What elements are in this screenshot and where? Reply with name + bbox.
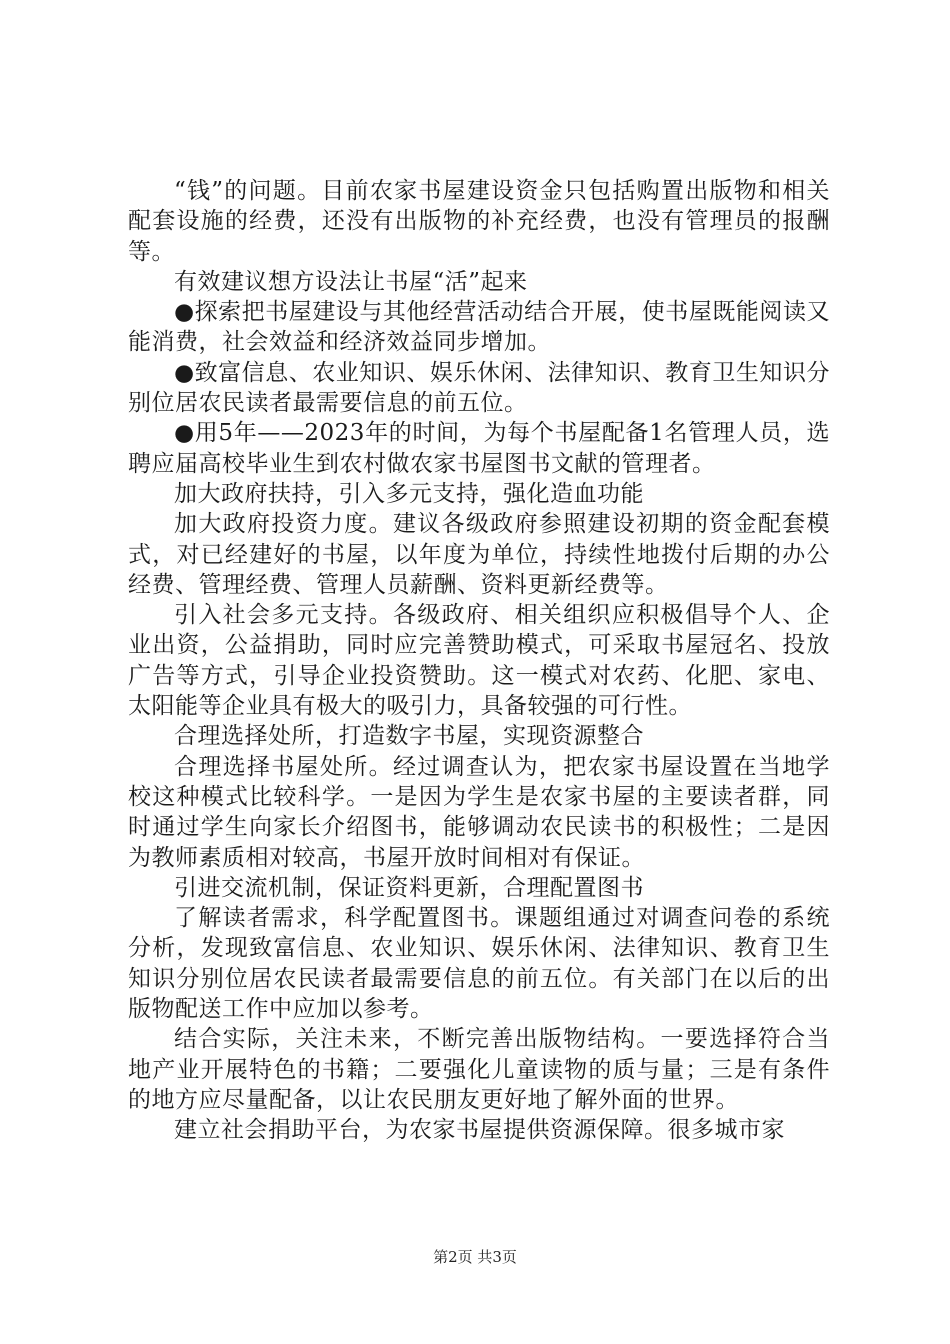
paragraph-reader-needs: 了解读者需求，科学配置图书。课题组通过对调查问卷的系统分析，发现致富信息、农业知识、娱乐休闲、法律知识、教育卫生知识分别位居农民读者最需要信息的前五位。有关部门在以后的出版物配送工作中应加以参考。 bbox=[128, 905, 830, 1023]
heading-suggestions: 有效建议想方设法让书屋“活”起来 bbox=[174, 268, 528, 295]
paragraph-government-investment: 加大政府投资力度。建议各级政府参照建设初期的资金配套模式，对已经建好的书屋，以年度为单位，持续性地拨付后期的办公经费、管理经费、管理人员薪酬、资料更新经费等。 bbox=[128, 511, 830, 598]
document-body bbox=[128, 176, 830, 1146]
paragraph-donation-platform: 建立社会捐助平台，为农家书屋提供资源保障。很多城市家 bbox=[174, 1117, 785, 1144]
paragraph-location: 合理选择书屋处所。经过调查认为，把农家书屋设置在当地学校这种模式比较科学。一是因为学生是农家书屋的主要读者群，同时通过学生向家长介绍图书，能够调动农民读书的积极性；二是因为教师素质相对较高，书屋开放时间相对有保证。 bbox=[128, 753, 830, 871]
bullet-item-3: ●用5年——2023年的时间，为每个书屋配备1名管理人员，选聘应届高校毕业生到农村做农家书屋图书文献的管理者。 bbox=[128, 420, 830, 477]
paragraph-1: “钱”的问题。目前农家书屋建设资金只包括购置出版物和相关配套设施的经费，还没有出版物的补充经费，也没有管理员的报酬等。 bbox=[128, 178, 830, 265]
bullet-item-2: ●致富信息、农业知识、娱乐休闲、法律知识、教育卫生知识分别位居农民读者最需要信息的前五位。 bbox=[128, 359, 830, 417]
bullet-item-1: ●探索把书屋建设与其他经营活动结合开展，使书屋既能阅读又能消费，社会效益和经济效益同步增加。 bbox=[128, 299, 830, 356]
paragraph-publication-structure: 结合实际，关注未来，不断完善出版物结构。一要选择符合当地产业开展特色的书籍；二要强化儿童读物的质与量；三是有条件的地方应尽量配备，以让农民朋友更好地了解外面的世界。 bbox=[128, 1026, 830, 1113]
subheading-location: 合理选择处所，打造数字书屋，实现资源整合 bbox=[174, 723, 644, 750]
subheading-government-support: 加大政府扶持，引入多元支持，强化造血功能 bbox=[174, 480, 644, 507]
paragraph-social-support: 引入社会多元支持。各级政府、相关组织应积极倡导个人、企业出资，公益捐助，同时应完善赞助模式，可采取书屋冠名、投放广告等方式，引导企业投资赞助。这一模式对农药、化肥、家电、太阳能等企业具有极大的吸引力，具备较强的可行性。 bbox=[128, 602, 830, 720]
subheading-exchange: 引进交流机制，保证资料更新，合理配置图书 bbox=[174, 874, 644, 901]
page-footer: 第2页 共3页 bbox=[433, 1248, 517, 1266]
